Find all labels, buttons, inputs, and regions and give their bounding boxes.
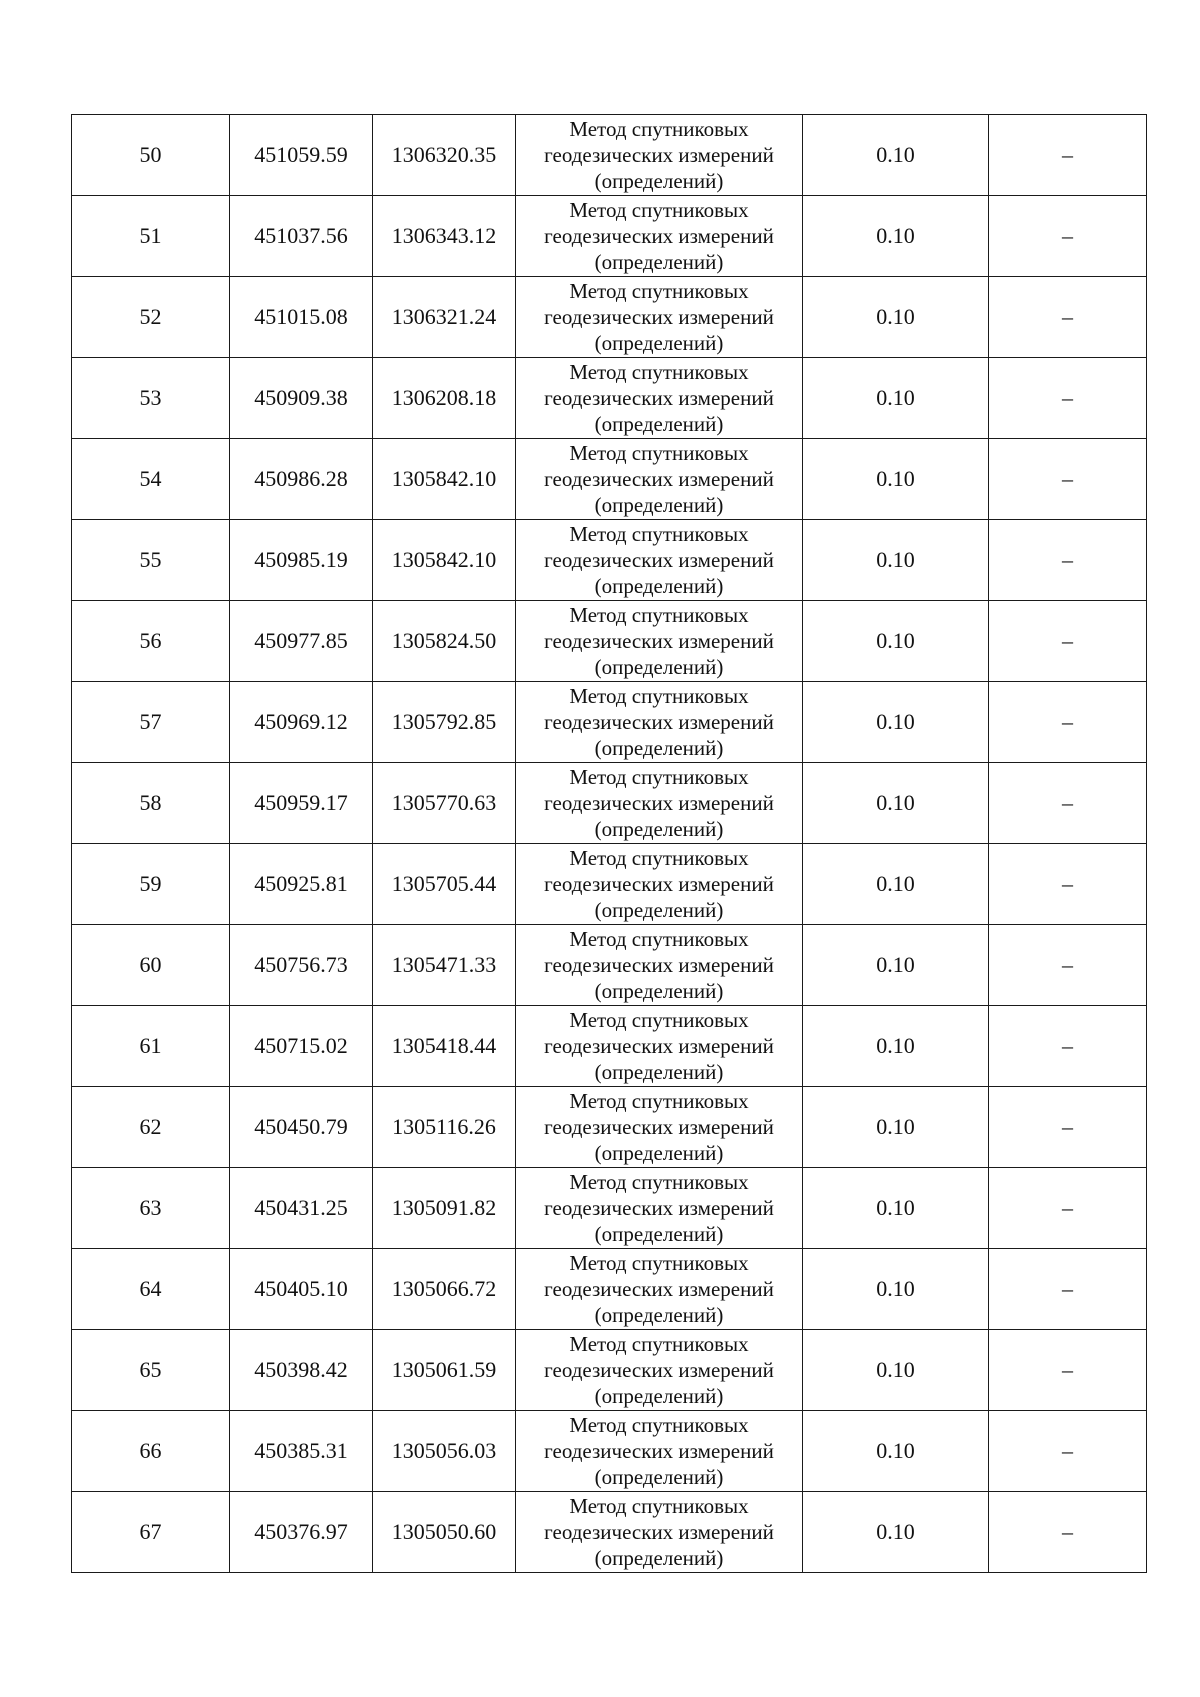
point-number-cell: 59 [72, 844, 230, 925]
note-cell: – [989, 682, 1147, 763]
y-coordinate-cell: 1305066.72 [373, 1249, 516, 1330]
point-number-cell: 67 [72, 1492, 230, 1573]
accuracy-cell: 0.10 [803, 520, 989, 601]
table-row [72, 1249, 1147, 1330]
y-coordinate-cell: 1305050.60 [373, 1492, 516, 1573]
method-cell [516, 196, 803, 277]
method-line: Метод спутниковых [569, 603, 749, 627]
method-line: Метод спутниковых [569, 198, 749, 222]
x-coordinate-cell: 450450.79 [230, 1087, 373, 1168]
method-line: геодезических измерений [544, 386, 774, 410]
method-cell [516, 1492, 803, 1573]
method-cell [516, 682, 803, 763]
note-cell: – [989, 1087, 1147, 1168]
accuracy-cell: 0.10 [803, 1006, 989, 1087]
note-cell: – [989, 925, 1147, 1006]
x-coordinate-cell: 450925.81 [230, 844, 373, 925]
accuracy-cell: 0.10 [803, 439, 989, 520]
table-row [72, 520, 1147, 601]
method-line: геодезических измерений [544, 1034, 774, 1058]
method-cell [516, 601, 803, 682]
x-coordinate-cell: 450977.85 [230, 601, 373, 682]
note-cell: – [989, 763, 1147, 844]
x-coordinate-cell: 451037.56 [230, 196, 373, 277]
x-coordinate-cell: 450376.97 [230, 1492, 373, 1573]
method-line: геодезических измерений [544, 1277, 774, 1301]
method-line: (определений) [594, 979, 724, 1003]
accuracy-cell: 0.10 [803, 1249, 989, 1330]
note-cell: – [989, 1492, 1147, 1573]
method-line: (определений) [594, 1222, 724, 1246]
y-coordinate-cell: 1306343.12 [373, 196, 516, 277]
accuracy-cell: 0.10 [803, 358, 989, 439]
table-row [72, 1330, 1147, 1411]
method-line: геодезических измерений [544, 629, 774, 653]
point-number-cell: 55 [72, 520, 230, 601]
method-line: Метод спутниковых [569, 1251, 749, 1275]
method-line: (определений) [594, 1060, 724, 1084]
accuracy-cell: 0.10 [803, 1330, 989, 1411]
table-row [72, 1492, 1147, 1573]
y-coordinate-cell: 1305705.44 [373, 844, 516, 925]
note-cell: – [989, 196, 1147, 277]
y-coordinate-cell: 1305056.03 [373, 1411, 516, 1492]
method-line: (определений) [594, 1303, 724, 1327]
table-row [72, 844, 1147, 925]
y-coordinate-cell: 1306320.35 [373, 115, 516, 196]
method-line: геодезических измерений [544, 1196, 774, 1220]
method-cell [516, 115, 803, 196]
note-cell: – [989, 439, 1147, 520]
method-cell [516, 844, 803, 925]
method-line: геодезических измерений [544, 791, 774, 815]
method-line: геодезических измерений [544, 953, 774, 977]
method-line: Метод спутниковых [569, 1332, 749, 1356]
accuracy-cell: 0.10 [803, 277, 989, 358]
method-cell [516, 763, 803, 844]
y-coordinate-cell: 1305842.10 [373, 439, 516, 520]
note-cell: – [989, 1168, 1147, 1249]
point-number-cell: 60 [72, 925, 230, 1006]
method-line: геодезических измерений [544, 1358, 774, 1382]
method-cell [516, 439, 803, 520]
point-number-cell: 65 [72, 1330, 230, 1411]
method-line: (определений) [594, 1546, 724, 1570]
table-row [72, 601, 1147, 682]
method-line: (определений) [594, 493, 724, 517]
note-cell: – [989, 601, 1147, 682]
accuracy-cell: 0.10 [803, 682, 989, 763]
y-coordinate-cell: 1305770.63 [373, 763, 516, 844]
x-coordinate-cell: 450715.02 [230, 1006, 373, 1087]
x-coordinate-cell: 450405.10 [230, 1249, 373, 1330]
method-line: геодезических измерений [544, 548, 774, 572]
accuracy-cell: 0.10 [803, 925, 989, 1006]
method-line: геодезических измерений [544, 467, 774, 491]
table-row [72, 1087, 1147, 1168]
method-line: геодезических измерений [544, 1439, 774, 1463]
point-number-cell: 54 [72, 439, 230, 520]
method-line: Метод спутниковых [569, 360, 749, 384]
x-coordinate-cell: 450969.12 [230, 682, 373, 763]
method-line: геодезических измерений [544, 224, 774, 248]
method-cell [516, 1168, 803, 1249]
method-line: (определений) [594, 898, 724, 922]
note-cell: – [989, 520, 1147, 601]
point-number-cell: 52 [72, 277, 230, 358]
method-cell [516, 1411, 803, 1492]
method-line: Метод спутниковых [569, 441, 749, 465]
method-line: (определений) [594, 1465, 724, 1489]
method-cell [516, 1006, 803, 1087]
note-cell: – [989, 1249, 1147, 1330]
accuracy-cell: 0.10 [803, 1087, 989, 1168]
y-coordinate-cell: 1305418.44 [373, 1006, 516, 1087]
point-number-cell: 51 [72, 196, 230, 277]
point-number-cell: 56 [72, 601, 230, 682]
note-cell: – [989, 277, 1147, 358]
x-coordinate-cell: 450385.31 [230, 1411, 373, 1492]
accuracy-cell: 0.10 [803, 601, 989, 682]
method-line: геодезических измерений [544, 305, 774, 329]
note-cell: – [989, 1411, 1147, 1492]
method-line: Метод спутниковых [569, 765, 749, 789]
table-row [72, 763, 1147, 844]
method-line: Метод спутниковых [569, 1170, 749, 1194]
method-line: Метод спутниковых [569, 846, 749, 870]
point-number-cell: 61 [72, 1006, 230, 1087]
y-coordinate-cell: 1305116.26 [373, 1087, 516, 1168]
method-cell [516, 1249, 803, 1330]
note-cell: – [989, 115, 1147, 196]
y-coordinate-cell: 1306208.18 [373, 358, 516, 439]
note-cell: – [989, 1330, 1147, 1411]
table-row [72, 277, 1147, 358]
table-row [72, 196, 1147, 277]
table-row [72, 358, 1147, 439]
table-row [72, 1411, 1147, 1492]
table-row [72, 1006, 1147, 1087]
point-number-cell: 62 [72, 1087, 230, 1168]
y-coordinate-cell: 1305061.59 [373, 1330, 516, 1411]
method-line: геодезических измерений [544, 143, 774, 167]
method-cell [516, 1087, 803, 1168]
coordinates-table-body [72, 115, 1147, 1573]
accuracy-cell: 0.10 [803, 1411, 989, 1492]
y-coordinate-cell: 1305471.33 [373, 925, 516, 1006]
method-line: (определений) [594, 169, 724, 193]
accuracy-cell: 0.10 [803, 1168, 989, 1249]
x-coordinate-cell: 450431.25 [230, 1168, 373, 1249]
method-line: геодезических измерений [544, 1520, 774, 1544]
note-cell: – [989, 844, 1147, 925]
accuracy-cell: 0.10 [803, 115, 989, 196]
method-line: Метод спутниковых [569, 927, 749, 951]
method-line: Метод спутниковых [569, 1008, 749, 1032]
accuracy-cell: 0.10 [803, 844, 989, 925]
point-number-cell: 66 [72, 1411, 230, 1492]
y-coordinate-cell: 1305824.50 [373, 601, 516, 682]
accuracy-cell: 0.10 [803, 1492, 989, 1573]
method-line: геодезических измерений [544, 1115, 774, 1139]
method-line: Метод спутниковых [569, 279, 749, 303]
table-row [72, 1168, 1147, 1249]
method-line: (определений) [594, 736, 724, 760]
method-cell [516, 520, 803, 601]
method-line: (определений) [594, 250, 724, 274]
table-row [72, 925, 1147, 1006]
method-line: (определений) [594, 574, 724, 598]
point-number-cell: 58 [72, 763, 230, 844]
x-coordinate-cell: 450959.17 [230, 763, 373, 844]
method-line: геодезических измерений [544, 872, 774, 896]
method-cell [516, 925, 803, 1006]
x-coordinate-cell: 450756.73 [230, 925, 373, 1006]
y-coordinate-cell: 1306321.24 [373, 277, 516, 358]
method-line: Метод спутниковых [569, 522, 749, 546]
table-row [72, 682, 1147, 763]
method-line: Метод спутниковых [569, 1089, 749, 1113]
point-number-cell: 53 [72, 358, 230, 439]
y-coordinate-cell: 1305091.82 [373, 1168, 516, 1249]
method-cell [516, 1330, 803, 1411]
method-line: Метод спутниковых [569, 1413, 749, 1437]
note-cell: – [989, 1006, 1147, 1087]
method-line: геодезических измерений [544, 710, 774, 734]
y-coordinate-cell: 1305792.85 [373, 682, 516, 763]
method-line: Метод спутниковых [569, 1494, 749, 1518]
method-line: (определений) [594, 1141, 724, 1165]
x-coordinate-cell: 451059.59 [230, 115, 373, 196]
y-coordinate-cell: 1305842.10 [373, 520, 516, 601]
point-number-cell: 57 [72, 682, 230, 763]
x-coordinate-cell: 450986.28 [230, 439, 373, 520]
point-number-cell: 64 [72, 1249, 230, 1330]
method-line: (определений) [594, 817, 724, 841]
point-number-cell: 50 [72, 115, 230, 196]
method-line: (определений) [594, 412, 724, 436]
method-line: Метод спутниковых [569, 684, 749, 708]
method-line: (определений) [594, 331, 724, 355]
x-coordinate-cell: 450398.42 [230, 1330, 373, 1411]
table-row [72, 439, 1147, 520]
method-cell [516, 277, 803, 358]
coordinates-table [71, 114, 1147, 1573]
note-cell: – [989, 358, 1147, 439]
table-row [72, 115, 1147, 196]
accuracy-cell: 0.10 [803, 196, 989, 277]
method-line: (определений) [594, 655, 724, 679]
method-line: Метод спутниковых [569, 117, 749, 141]
method-line: (определений) [594, 1384, 724, 1408]
x-coordinate-cell: 450909.38 [230, 358, 373, 439]
x-coordinate-cell: 451015.08 [230, 277, 373, 358]
accuracy-cell: 0.10 [803, 763, 989, 844]
x-coordinate-cell: 450985.19 [230, 520, 373, 601]
method-cell [516, 358, 803, 439]
point-number-cell: 63 [72, 1168, 230, 1249]
